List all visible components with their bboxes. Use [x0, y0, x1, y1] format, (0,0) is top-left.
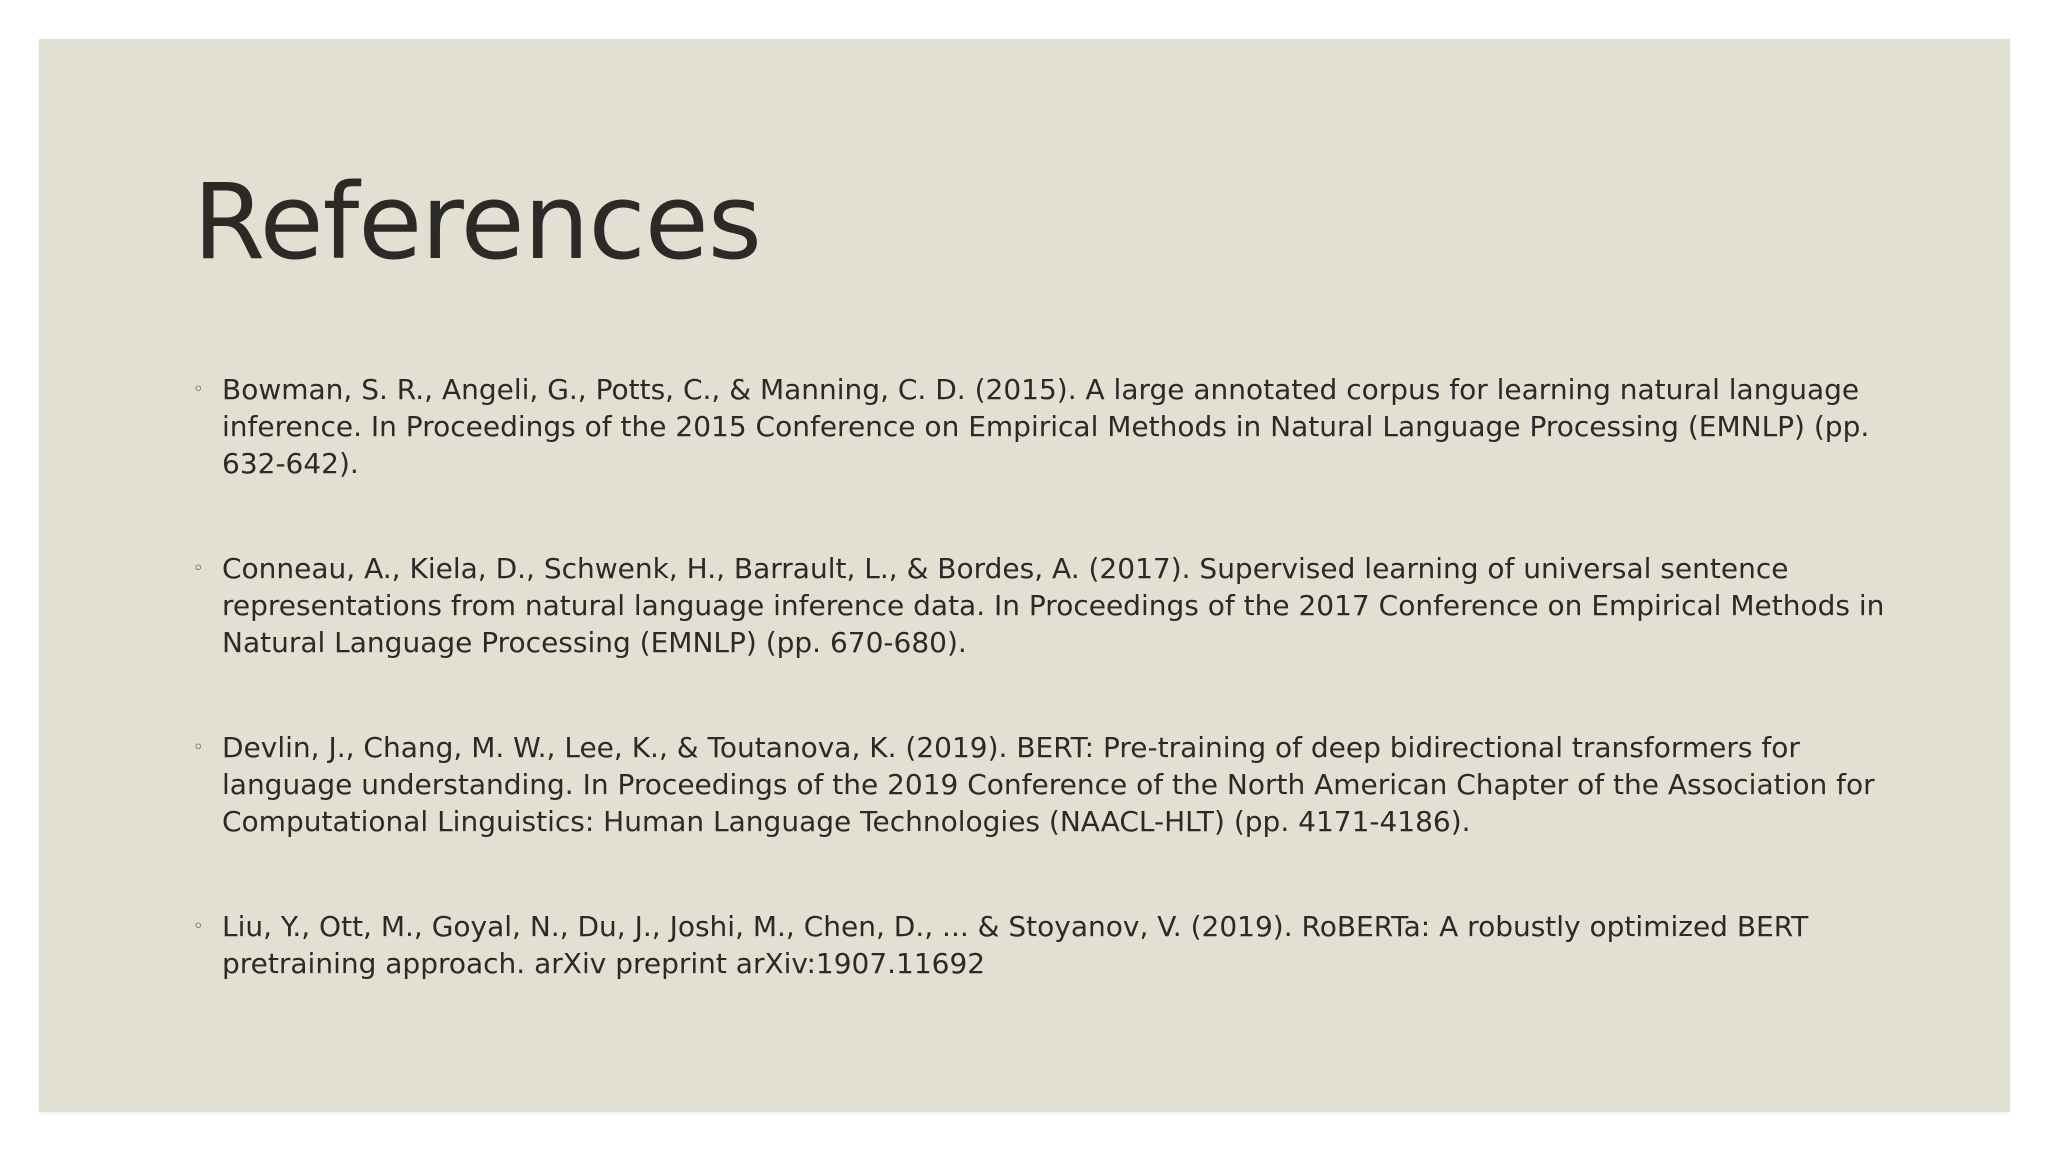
- reference-item: [193, 908, 1913, 982]
- bullet-icon: ◦: [193, 558, 204, 579]
- slide-title: References: [193, 161, 761, 283]
- reference-text: Conneau, A., Kiela, D., Schwenk, H., Barrault, L., & Bordes, A. (2017). Supervised learning of universal sentence representations from natural language inference data. In Proceedings of the 2017 Conference on Empirical Methods in Natural Language Processing (EMNLP) (pp. 670-680).: [222, 552, 1885, 659]
- reference-item: [193, 371, 1913, 482]
- bullet-icon: ◦: [193, 737, 204, 758]
- reference-item: [193, 729, 1913, 840]
- reference-item: [193, 550, 1913, 661]
- reference-list: [193, 371, 1913, 1050]
- reference-text: Liu, Y., Ott, M., Goyal, N., Du, J., Joshi, M., Chen, D., ... & Stoyanov, V. (2019). RoBERTa: A robustly optimized BERT pretraining approach. arXiv preprint arXiv:1907.11692: [222, 910, 1809, 980]
- bullet-icon: ◦: [193, 916, 204, 937]
- reference-text: Bowman, S. R., Angeli, G., Potts, C., & Manning, C. D. (2015). A large annotated corpus for learning natural language inference. In Proceedings of the 2015 Conference on Empirical Methods in Natural Language Processing (EMNLP) (pp. 632-642).: [222, 373, 1870, 480]
- reference-text: Devlin, J., Chang, M. W., Lee, K., & Toutanova, K. (2019). BERT: Pre-training of deep bidirectional transformers for language understanding. In Proceedings of the 2019 Conference of the North American Chapter of the Association for Computational Linguistics: Human Language Technologies (NAACL-HLT) (pp. 4171-4186).: [222, 731, 1875, 838]
- bullet-icon: ◦: [193, 379, 204, 400]
- slide: [39, 39, 2010, 1112]
